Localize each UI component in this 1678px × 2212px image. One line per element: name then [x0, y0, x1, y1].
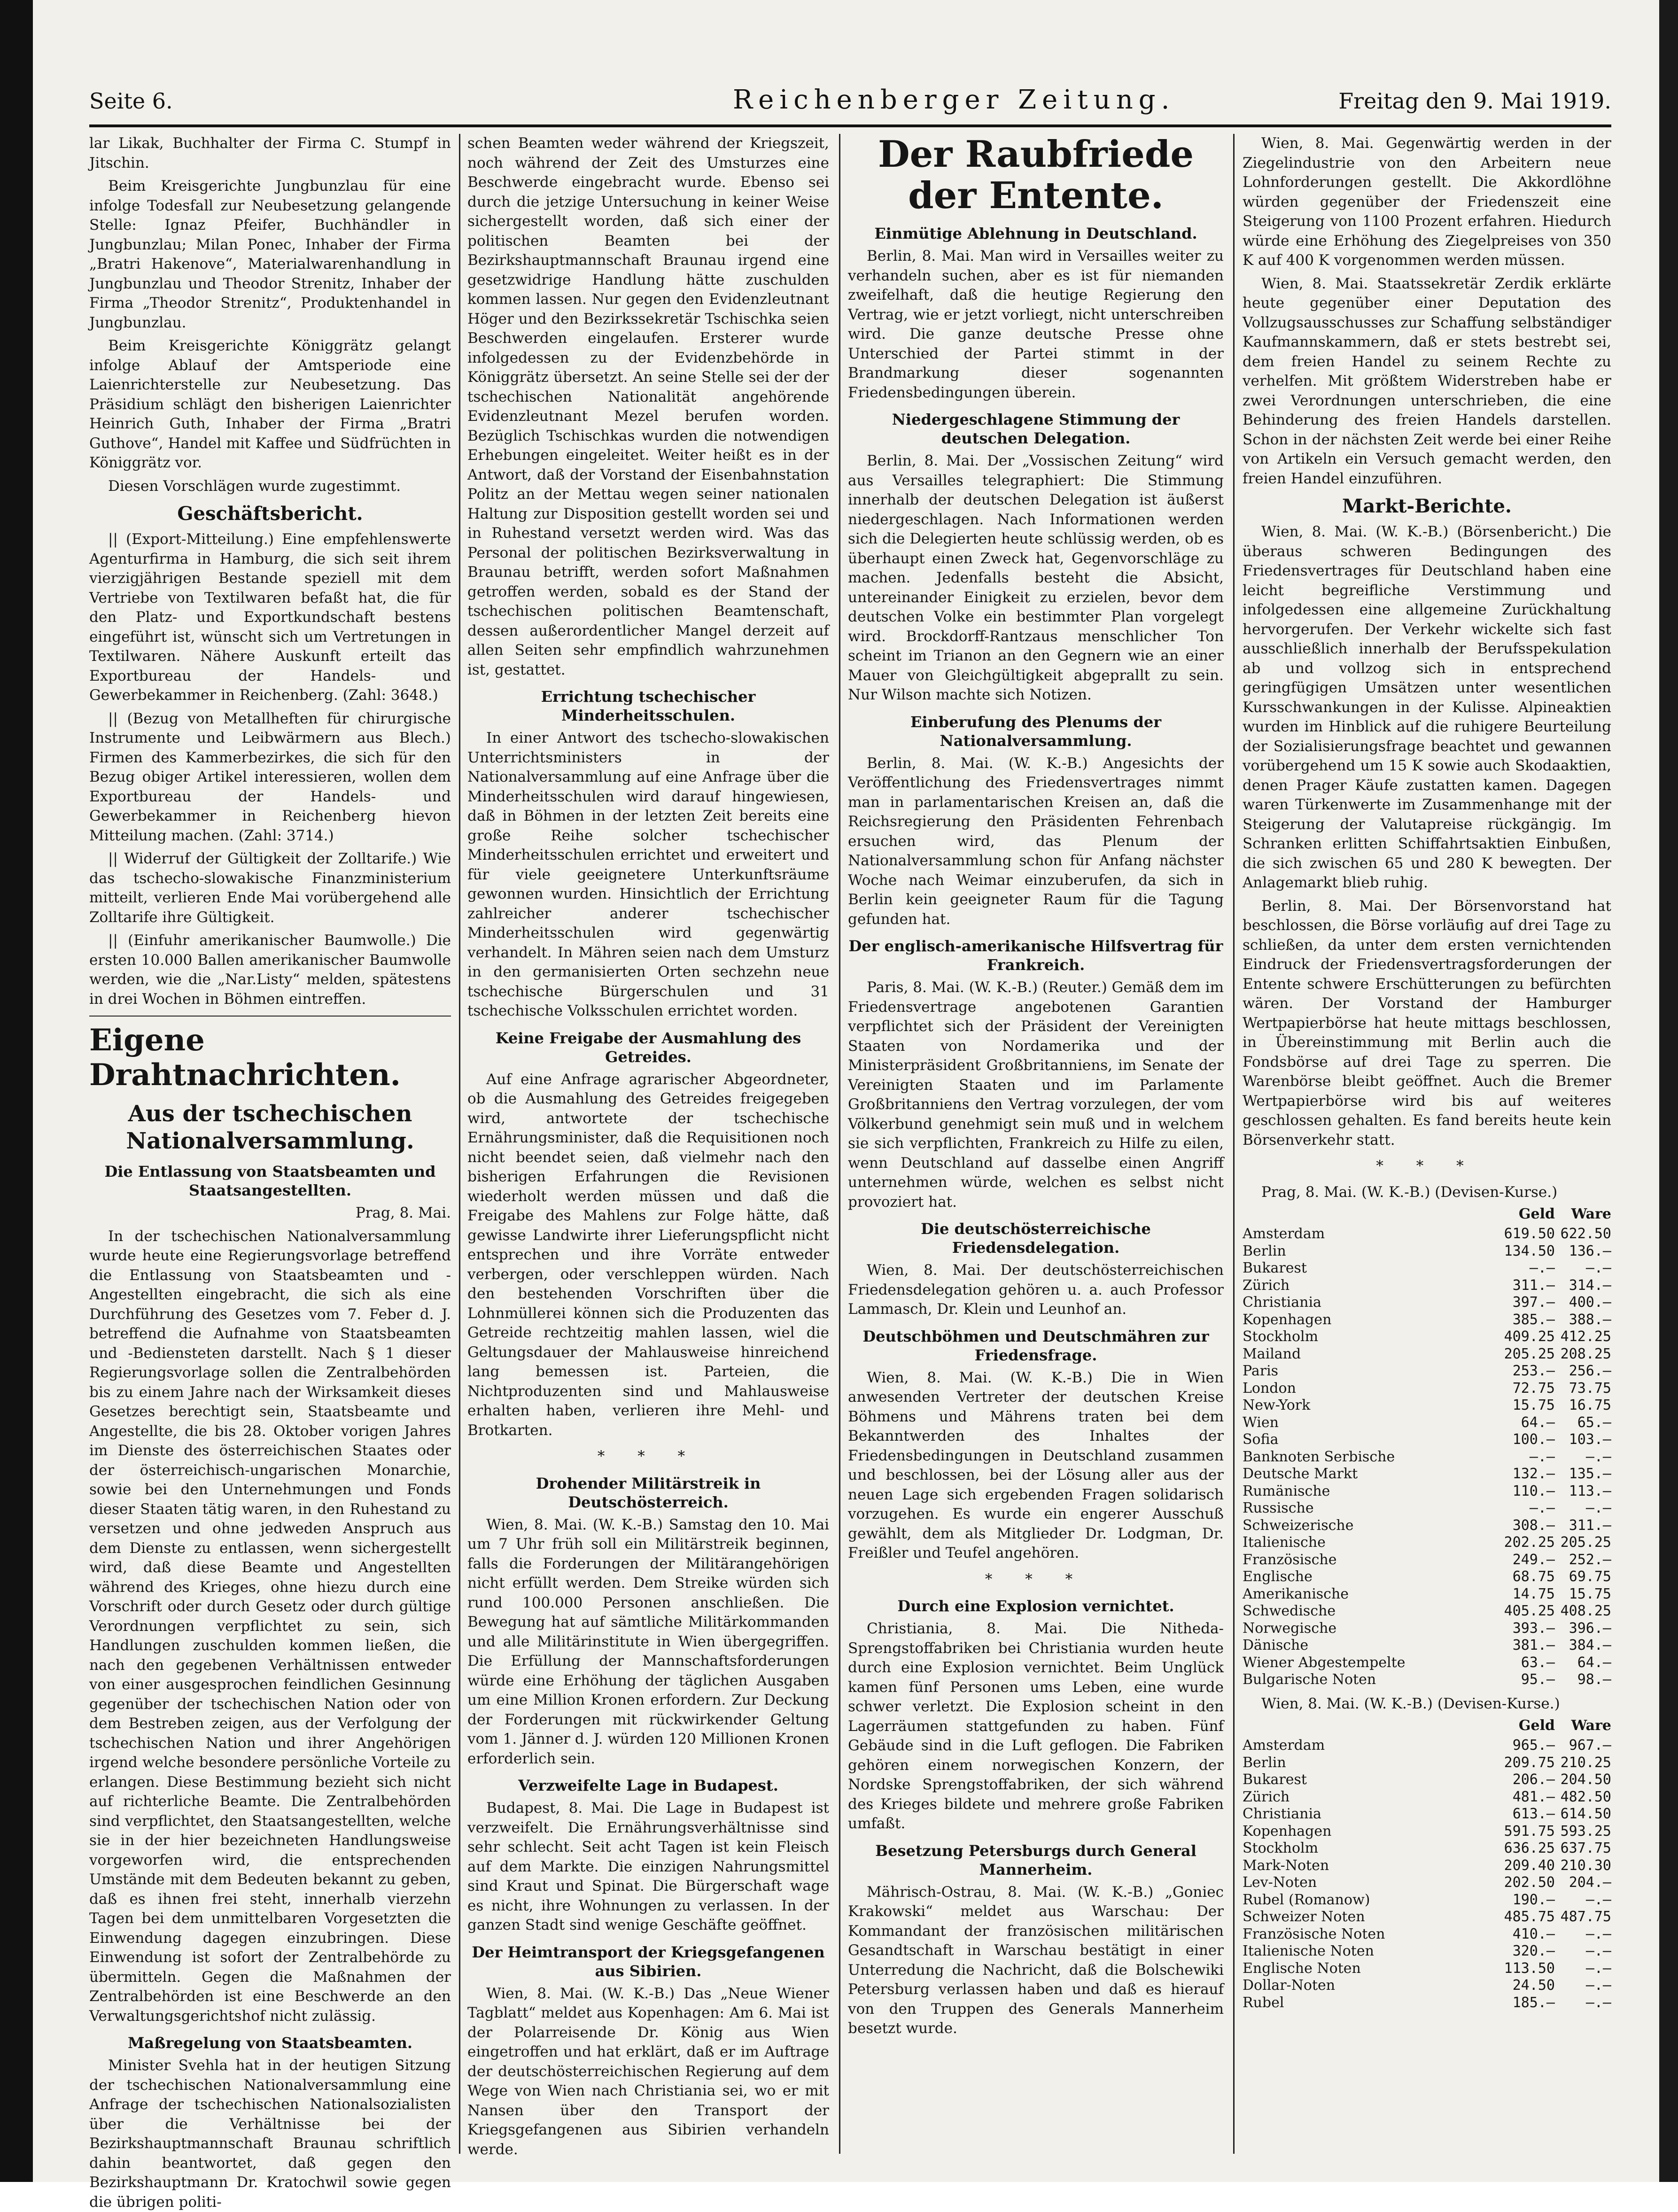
rates-column-headers [1243, 1717, 1611, 1734]
geld-value: 320.— [1512, 1943, 1555, 1959]
column-rule [459, 134, 460, 2154]
rates-heading: Wien, 8. Mai. (W. K.-B.) (Devisen-Kurse.) [1261, 1695, 1560, 1712]
geld-value: 64.— [1521, 1414, 1555, 1431]
currency-name: Kopenhagen [1243, 1311, 1332, 1328]
rate-row [1243, 1637, 1611, 1654]
geld-value: 965.— [1512, 1737, 1555, 1754]
article-heading: Errichtung tschechischer Minderheitsschulen. [541, 688, 756, 724]
rate-row [1243, 1671, 1611, 1689]
geld-value: —.— [1529, 1500, 1555, 1516]
paragraph: Berlin, 8. Mai. (W. K.-B.) Angesichts der Veröffentlichung des Friedensvertrages nimmt man in parlamentarischen Kreisen an, daß die Reichsregierung den Präsidenten Fehrenbach ersuchen wird, das Plenum der Nationalversammlung schon für Anfang nächster Woche nach Weimar einzuberufen, da sich in Berlin kein geeigneter Raum für die Tagung gefunden hat. [848, 754, 1224, 928]
ware-value: 208.25 [1560, 1345, 1611, 1362]
paragraph: Wien, 8. Mai. (W. K.-B.) Das „Neue Wiener Tagblatt“ meldet aus Kopenhagen: Am 6. Mai ist der Polarreisende Dr. König aus Wien eingetroffen und hat erklärt, daß er im Auftrage der deutschösterreichischen Regierung auf dem Wege von Wien nach Christiania sei, wo er mit Nansen über den Transport der Kriegsgefangenen aus Sibirien verhandeln werde. [467, 1985, 829, 2158]
currency-name: Zürich [1243, 1277, 1290, 1294]
ware-value: 210.25 [1560, 1754, 1611, 1771]
paragraph: In der tschechischen Nationalversammlung wurde heute eine Regierungsvorlage betreffend die Entlassung von Staatsbeamten und -Angestellten eingebracht, die sich als eine Durchführung des Gesetzes vom 7. Feber d. J. betreffend die Aufnahme von Staatsbeamten und -Bediensteten darstellt. Nach § 1 dieser Regierungsvorlage sollen die Zentralbehörden bis zu einem Jahre nach der Wirksamkeit dieses Gesetzes berechtigt sein, Staatsbeamte und Angestellte, die bis 28. Oktober vorigen Jahres im Dienste des österreichischen Staates oder der österreichisch-ungarischen Monarchie, sowie bei den Unternehmungen und Fonds dieser Staaten tätig waren, in den Ruhestand zu versetzen und ohne jedweden Anspruch aus dem Dienste zu entlassen, wenn sichergestellt wird, daß diese Beamte und Angestellten während des Krieges, ohne hiezu durch eine Vorschrift oder durch Gesetz oder durch gültige Verordnungen verpflichtet zu sein, sich Handlungen zuschulden kommen ließen, die nach den gegebenen Verhältnissen entweder von einer ausgesprochen feindlichen Gesinnung gegenüber der tschechischen Nation oder von dem Bestreben zeigen, aus der Verfolgung der tschechischen Nation und ihrer Angehörigen irgend welche besondere persönliche Vorteile zu erlangen. Diese Bestimmung bezieht sich nicht auf richterliche Beamte. Die Zentralbehörden sind verpflichtet, den Staatsangestellten, welche sie in der hier bezeichneten Handlungsweise vorgeworfen wird, die entsprechenden Umstände mit dem Bedeuten bekannt zu geben, daß es ihnen frei steht, innerhalb vierzehn Tagen bei dem unmittelbaren Vorgesetzten die Einwendung dagegen einzubringen. Diese Einwendung ist sofort der Zentralbehörde zu übermitteln. Gegen die Maßnahmen der Zentralbehörden ist eine Beschwerde an den Verwaltungsgerichtshof nicht zulässig. [89, 1227, 451, 2025]
ware-value: 135.— [1569, 1466, 1611, 1482]
ware-value: 16.75 [1569, 1397, 1611, 1413]
rate-row [1243, 1943, 1611, 1960]
ware-value: —.— [1585, 1960, 1611, 1977]
rate-row [1243, 1466, 1611, 1483]
currency-name: Englische Noten [1243, 1960, 1361, 1977]
geld-value: 485.75 [1504, 1909, 1555, 1925]
currency-name: Kopenhagen [1243, 1823, 1332, 1839]
paragraph: || (Export-Mitteilung.) Eine empfehlenswerte Agenturfirma in Hamburg, die sich seit ihrem vierzigjährigen Bestande speziell mit dem Vertriebe von Textilwaren befaßt hat, die für den Platz- und Exportkundschaft bestens eingeführt ist, wünscht sich um Vertretungen in Textilwaren. Nähere Auskunft erteilt das Exportbureau der Handels- und Gewerbekammer in Reichenberg. (Zahl: 3648.) [89, 531, 451, 704]
geld-value: 202.25 [1504, 1534, 1555, 1551]
paragraph: Wien, 8. Mai. Der deutschösterreichischen Friedensdelegation gehören u. a. auch Professor Lammasch, Dr. Klein und Leunhof an. [848, 1262, 1224, 1318]
rate-row [1243, 1500, 1611, 1517]
article-heading: Niedergeschlagene Stimmung der deutschen Delegation. [892, 411, 1180, 447]
ware-value: 622.50 [1560, 1226, 1611, 1242]
geld-header: Geld [1518, 1717, 1555, 1734]
ware-value: —.— [1585, 1925, 1611, 1942]
paragraph: Diesen Vorschlägen wurde zugestimmt. [108, 477, 401, 495]
geld-value: 410.— [1512, 1925, 1555, 1942]
rate-row [1243, 1568, 1611, 1586]
article-heading: Deutschböhmen und Deutschmähren zur Friedensfrage. [862, 1327, 1209, 1364]
geld-value: 24.50 [1512, 1977, 1555, 1994]
rate-row [1243, 1603, 1611, 1620]
prague-rates-table [1243, 1226, 1611, 1689]
rate-row [1243, 1328, 1611, 1346]
geld-value: 393.— [1512, 1620, 1555, 1637]
geld-value: 132.— [1512, 1466, 1555, 1482]
article-heading: Maßregelung von Staatsbeamten. [128, 2034, 412, 2052]
rate-row [1243, 1995, 1611, 2012]
ware-value: 487.75 [1560, 1909, 1611, 1925]
paragraph: lar Likak, Buchhalter der Firma C. Stumpf in Jitschin. [89, 135, 451, 171]
ware-value: 311.— [1569, 1517, 1611, 1534]
currency-name: Paris [1243, 1363, 1279, 1379]
paragraph: || (Einfuhr amerikanischer Baumwolle.) Die ersten 10.000 Ballen amerikanischer Baumwolle werden, wie die „Nar.Listy“ melden, spätestens in drei Wochen in Böhmen eintreffen. [89, 932, 451, 1008]
section-heading: Markt-Berichte. [1342, 495, 1512, 517]
rate-row [1243, 1534, 1611, 1552]
geld-value: 409.25 [1504, 1328, 1555, 1345]
ware-value: 210.30 [1560, 1857, 1611, 1874]
rate-row [1243, 1823, 1611, 1840]
geld-value: 63.— [1521, 1654, 1555, 1671]
paragraph: Beim Kreisgerichte Jungbunzlau für eine infolge Todesfall zur Neubesetzung gelangende Stelle: Ignaz Pfeifer, Buchhändler in Jungbunzlau; Milan Ponec, Inhaber der Firma „Bratri Hakenove“, Materialwarenhandlung in Jungbunzlau und Theodor Strenitz, Inhaber der Firma „Theodor Strenitz“, Produktenhandel in Jungbunzlau. [89, 178, 451, 331]
ware-value: 396.— [1569, 1620, 1611, 1637]
geld-value: —.— [1529, 1260, 1555, 1276]
geld-value: 619.50 [1504, 1226, 1555, 1242]
article-heading: Der Heimtransport der Kriegsgefangenen aus Sibirien. [472, 1943, 825, 1980]
ware-value: 113.— [1569, 1482, 1611, 1499]
article-heading: Einberufung des Plenums der Nationalversammlung. [910, 713, 1162, 750]
paragraph: Budapest, 8. Mai. Die Lage in Budapest ist verzweifelt. Die Ernährungsverhältnisse sind sehr schlecht. Seit acht Tagen ist kein Fleisch auf dem Markte. Die einzigen Nahrungsmittel sind Kraut und Spinat. Die Bürgerschaft wage es nicht, ihre Wohnungen zu verlassen. In der ganzen Stadt sind wenige Geschäfte geöffnet. [467, 1800, 829, 1933]
paragraph: Paris, 8. Mai. (W. K.-B.) (Reuter.) Gemäß dem im Friedensvertrage angebotenen Garantien verpflichtet sich der Präsident der Vereinigten Staaten von Nordamerika und der Ministerpräsident Großbritanniens, im Senate der Vereinigten Staaten und im Parlamente Großbritanniens den Vertrag vorzulegen, der vom Völkerbund genehmigt sein muß und in welchem sie sich verpflichten, Frankreich zu Hilfe zu eilen, wenn Deutschland auf dasselbe einen Angriff unternehmen würde, welchen es selbst nicht provoziert hat. [848, 979, 1224, 1211]
currency-name: Französische [1243, 1551, 1337, 1568]
paragraph: Wien, 8. Mai. (W. K.-B.) Samstag den 10. Mai um 7 Uhr früh soll ein Militärstreik beginnen, falls die Forderungen der Militärangehörigen nicht erfüllt werden. Dem Streike würden sich rund 100.000 Personen anschließen. Die Bewegung hat auf sämtliche Militärkommanden und alle Militärinstitute in Wien übergegriffen. Die Erfüllung der Mannschaftsforderungen würde eine Erhöhung der täglichen Ausgaben um eine Million Kronen erfordern. Zur Deckung der Forderungen mit rückwirkender Geltung vom 1. Jänner d. J. würden 120 Millionen Kronen erforderlich sein. [467, 1516, 829, 1767]
currency-name: Amsterdam [1243, 1226, 1325, 1242]
currency-name: Deutsche Markt [1243, 1466, 1358, 1482]
rate-row [1243, 1960, 1611, 1978]
ware-value: 65.— [1577, 1414, 1611, 1431]
ware-value: —.— [1585, 1500, 1611, 1516]
paragraph: Berlin, 8. Mai. Man wird in Versailles weiter zu verhandeln suchen, aber es ist für niemanden zweifelhaft, daß die heutige Regierung den Vertrag, wie er jetzt vorliegt, nicht unterschreiben wird. Die ganze deutsche Presse ohne Unterschied der Partei stimmt in der Brandmarkung dieser sogenannten Friedensbedingungen überein. [848, 248, 1224, 401]
rate-row [1243, 1294, 1611, 1312]
ware-value: 69.75 [1569, 1568, 1611, 1585]
geld-value: 253.— [1512, 1363, 1555, 1379]
currency-name: Christiania [1243, 1294, 1321, 1311]
ware-value: 314.— [1569, 1277, 1611, 1294]
separator-stars: * * * [1376, 1157, 1478, 1174]
article-heading: Einmütige Ablehnung in Deutschland. [874, 225, 1197, 242]
ware-header: Ware [1571, 1206, 1611, 1222]
ware-value: 482.50 [1560, 1788, 1611, 1805]
paragraph: Berlin, 8. Mai. Der Börsenvorstand hat beschlossen, die Börse vorläufig auf drei Tage zu schließen, da unter dem ersten vernichtenden Eindruck der Friedensvertragsforderungen der Entente schwere Erschütterungen zu befürchten wären. Der Vorstand der Hamburger Wertpapierbörse hat heute mittags beschlossen, in Übereinstimmung mit Berlin auch die Fondsbörse auf drei Tage zu sperren. Die Warenbörse bleibt geöffnet. Auch die Bremer Wertpapierbörse wird bis auf weiteres geschlossen gehalten. Es fand bereits heute kein Börsenverkehr statt. [1243, 897, 1611, 1149]
currency-name: Norwegische [1243, 1620, 1337, 1637]
geld-value: 113.50 [1504, 1960, 1555, 1977]
column-rule [839, 134, 840, 2154]
currency-name: Schweizer Noten [1243, 1909, 1365, 1925]
rate-row [1243, 1260, 1611, 1277]
rate-row [1243, 1449, 1611, 1466]
ware-value: 205.25 [1560, 1534, 1611, 1551]
geld-value: 209.75 [1504, 1754, 1555, 1771]
columns [89, 133, 1611, 2211]
geld-value: 14.75 [1512, 1585, 1555, 1602]
ware-value: 136.— [1569, 1242, 1611, 1259]
currency-name: Berlin [1243, 1242, 1286, 1259]
rate-row [1243, 1892, 1611, 1909]
currency-name: Italienische [1243, 1534, 1326, 1551]
ware-value: 388.— [1569, 1311, 1611, 1328]
currency-name: Bukarest [1243, 1260, 1307, 1276]
divider [89, 1016, 451, 1017]
rate-row [1243, 1552, 1611, 1569]
currency-name: Rubel (Romanow) [1243, 1891, 1370, 1908]
currency-name: New-York [1243, 1397, 1311, 1413]
currency-name: Lev-Noten [1243, 1874, 1317, 1891]
rate-row [1243, 1380, 1611, 1397]
currency-name: Englische [1243, 1568, 1313, 1585]
paragraph: Wien, 8. Mai. Staatssekretär Zerdik erklärte heute gegenüber einer Deputation des Vollzugsausschusses zur Schaffung selbständiger Kaufmannskammern, daß er stets bestrebt sei, dem freien Handel zu seinem Rechte zu verhelfen. Mit größtem Widerstreben habe er zwei Verordnungen unterschrieben, die eine Behinderung des freien Handels darstellen. Schon in der nächsten Zeit werde bei einer Reihe von Artikeln ein Versuch gemacht werden, den freien Handel einzuführen. [1243, 275, 1611, 487]
header-rule [89, 124, 1611, 127]
paragraph: Mährisch-Ostrau, 8. Mai. (W. K.-B.) „Goniec Krakowski“ meldet aus Warschau: Der Kommandant der französischen militärischen Gesandtschaft in Warschau bestätigt in einer Unterredung die Nachricht, daß die Bolschewiki Petersburg verlassen haben und daß es hierauf von den Truppen des Generals Mannerheim besetzt wurde. [848, 1883, 1224, 2037]
currency-name: Mark-Noten [1243, 1857, 1329, 1874]
geld-value: 209.40 [1504, 1857, 1555, 1874]
geld-value: 636.25 [1504, 1840, 1555, 1856]
ware-value: 98.— [1577, 1671, 1611, 1688]
newspaper-title: Reichenberger Zeitung. [733, 85, 1175, 115]
ware-value: 593.25 [1560, 1823, 1611, 1839]
rate-row [1243, 1977, 1611, 1995]
rate-row [1243, 1517, 1611, 1535]
rate-row [1243, 1431, 1611, 1449]
currency-name: Schweizerische [1243, 1517, 1354, 1534]
currency-name: Sofia [1243, 1431, 1279, 1448]
article-heading: Besetzung Petersburgs durch General Mannerheim. [875, 1841, 1196, 1878]
currency-name: Bulgarische Noten [1243, 1671, 1376, 1688]
geld-value: 591.75 [1504, 1823, 1555, 1839]
ware-value: —.— [1585, 1260, 1611, 1276]
vienna-rates-table [1243, 1737, 1611, 2011]
geld-value: 134.50 [1504, 1242, 1555, 1259]
article-heading: Die Entlassung von Staatsbeamten und Staatsangestellten. [104, 1163, 436, 1199]
currency-name: Zürich [1243, 1788, 1290, 1805]
geld-value: 205.25 [1504, 1345, 1555, 1362]
issue-date: Freitag den 9. Mai 1919. [1338, 88, 1611, 114]
ware-value: 256.— [1569, 1363, 1611, 1379]
ware-value: 408.25 [1560, 1603, 1611, 1619]
currency-name: Wien [1243, 1414, 1279, 1431]
geld-value: 100.— [1512, 1431, 1555, 1448]
geld-header: Geld [1518, 1206, 1555, 1222]
currency-name: Berlin [1243, 1754, 1286, 1771]
geld-value: 385.— [1512, 1311, 1555, 1328]
article-heading: Keine Freigabe der Ausmahlung des Getreides. [495, 1029, 801, 1066]
dateline: Prag, 8. Mai. [355, 1204, 451, 1221]
currency-name: Schwedische [1243, 1603, 1336, 1619]
currency-name: Dänische [1243, 1637, 1309, 1653]
paragraph: Beim Kreisgerichte Königgrätz gelangt infolge Ablauf der Amtsperiode eine Laienrichterstelle zur Neubesetzung. Das Präsidium schlägt den bisherigen Laienrichter Heinrich Guth, Inhaber der Firma „Bratri Guthove“, Handel mit Kaffee und Südfrüchten in Königgrätz vor. [89, 337, 451, 471]
paragraph: Berlin, 8. Mai. Der „Vossischen Zeitung“ wird aus Versailles telegraphiert: Die Stimmung innerhalb der deutschen Delegation ist äußerst niedergeschlagen. Nach Informationen werden sich die Delegierten heute schlüssig werden, ob es überhaupt einen Zweck hat, Gegenvorschläge zu machen. Jedenfalls besteht die Absicht, untereinander Einigkeit zu erzielen, bevor dem deutschen Volke ein bestimmter Plan vorgelegt wird. Brockdorff-Rantzaus menschlicher Ton scheint im Trianon an den Gegnern wie an einer Mauer von Gleichgültigkeit abgeprallt zu sein. Nur Wilson machte sich Notizen. [848, 452, 1224, 703]
rate-row [1243, 1857, 1611, 1875]
paragraph: || (Bezug von Metallheften für chirurgische Instrumente und Leibwärmern aus Blech.) Firmen des Kammerbezirkes, die sich für den Bezug obiger Artikel interessieren, wollen dem Exportbureau der Handels- und Gewerbekammer in Reichenberg hievon Mitteilung machen. (Zahl: 3714.) [89, 710, 451, 844]
rate-row [1243, 1620, 1611, 1638]
ware-value: 967.— [1569, 1737, 1611, 1754]
rate-row [1243, 1363, 1611, 1380]
rate-row [1243, 1414, 1611, 1432]
ware-value: —.— [1585, 1943, 1611, 1959]
rate-row [1243, 1926, 1611, 1943]
rate-row [1243, 1840, 1611, 1857]
ware-value: 15.75 [1569, 1585, 1611, 1602]
ware-value: —.— [1585, 1977, 1611, 1994]
currency-name: Italienische Noten [1243, 1943, 1374, 1959]
rate-row [1243, 1874, 1611, 1892]
currency-name: Mailand [1243, 1345, 1301, 1362]
currency-name: Banknoten Serbische [1243, 1448, 1395, 1465]
ware-value: 204.50 [1560, 1771, 1611, 1788]
rate-row [1243, 1226, 1611, 1243]
column-rule [1233, 134, 1235, 2154]
paragraph: Christiania, 8. Mai. Die Nitheda-Sprengstoffabriken bei Christiania wurden heute durch eine Explosion vernichtet. Beim Unglück kamen fünf Personen ums Leben, eine wurde schwer verletzt. Die Explosion scheint in den Lagerräumen stattgefunden zu haben. Fünf Gebäude sind in die Luft geflogen. Die Fabriken gehören einem norwegischen Konzern, der Nordske Sprengstoffabriken, der sich während des Krieges bildete und mehrere große Fabriken umfaßt. [848, 1620, 1224, 1832]
ware-header: Ware [1571, 1717, 1611, 1734]
currency-name: Rumänische [1243, 1482, 1330, 1499]
geld-value: 405.25 [1504, 1603, 1555, 1619]
ware-value: 637.75 [1560, 1840, 1611, 1856]
paragraph: || Widerruf der Gültigkeit der Zolltarife.) Wie das tschecho-slowakische Finanzministerium mitteilt, verlieren Ende Mai vorübergehend alle Zolltarife ihre Gültigkeit. [89, 850, 451, 926]
paragraph: schen Beamten weder während der Kriegszeit, noch während der Zeit des Umsturzes eine Beschwerde eingebracht wurde. Ebenso sei durch die jetzige Untersuchung in keiner Weise sichergestellt worden, daß sich einer der politischen Beamten bei der Bezirkshauptmannschaft Braunau irgend eine gesetzwidrige Handlung hätte zuschulden kommen lassen. Nur gegen den Evidenzleutnant Höger und den Bezirkssekretär Tschischka seien Beschwerden eingelaufen. Ersterer wurde infolgedessen zu der Evidenzbehörde in Königgrätz übersetzt. An seine Stelle sei der der tschechischen Nationalität angehörende Evidenzleutnant Mezel berufen worden. Bezüglich Tschischkas wurden die notwendigen Erhebungen eingeleitet. Weiter heißt es in der Antwort, daß der Vorstand der Eisenbahnstation Politz an der Mettau wegen seiner nationalen Haltung zur Disposition gestellt worden sei und in Ruhestand versetzt werden wird. Was das Personal der politischen Bezirksverwaltung in Braunau betrifft, werden sofort Maßnahmen getroffen werden, sobald es der Stand der tschechischen politischen Beamtenschaft, dessen außerordentlicher Mangel derzeit auf allen Seiten sehr empfindlich wahrzunehmen ist, gestattet. [467, 135, 829, 678]
paragraph: Minister Svehla hat in der heutigen Sitzung der tschechischen Nationalversammlung eine Anfrage der tschechischen Nationalsozialisten über die Verhältnisse bei der Bezirkshauptmannschaft Braunau schriftlich dahin beantwortet, daß gegen den Bezirkshauptmann Dr. Kratochwil sowie gegen die übrigen politi- [89, 2057, 451, 2211]
geld-value: 206.— [1512, 1771, 1555, 1788]
paragraph: Wien, 8. Mai. Gegenwärtig werden in der Ziegelindustrie von den Arbeitern neue Lohnforderungen gestellt. Die Akkordlöhne würden gegenüber der Friedenszeit eine Steigerung von 1100 Prozent erfahren. Hiedurch würde eine Erhöhung des Ziegelpreises von 350 K auf 400 K vorgenommen werden müssen. [1243, 135, 1611, 269]
currency-name: Stockholm [1243, 1840, 1319, 1856]
ware-value: 412.25 [1560, 1328, 1611, 1345]
column-4 [1243, 134, 1611, 2154]
rate-row [1243, 1754, 1611, 1772]
article-heading: Drohender Militärstreik in Deutschösterreich. [536, 1474, 761, 1511]
ware-value: —.— [1585, 1448, 1611, 1465]
rate-row [1243, 1586, 1611, 1603]
geld-value: 481.— [1512, 1788, 1555, 1805]
geld-value: —.— [1529, 1448, 1555, 1465]
section-heading: Geschäftsbericht. [177, 503, 363, 525]
currency-name: London [1243, 1380, 1296, 1397]
currency-name: Stockholm [1243, 1328, 1319, 1345]
geld-value: 202.50 [1504, 1874, 1555, 1891]
geld-value: 95.— [1521, 1671, 1555, 1688]
paragraph: Wien, 8. Mai. (W. K.-B.) (Börsenbericht.) Die überaus schweren Bedingungen des Friedensvertrages für Deutschland haben eine leicht begreifliche Verstimmung und infolgedessen eine allgemeine Zurückhaltung hervorgerufen. Der Verkehr wickelte sich fast ausschließlich innerhalb der Berufsspekulation ab und vollzog sich in entsprechend geringfügigen Umsätzen unter wesentlichen Kursschwankungen in der Kulisse. Alpineaktien wurden im Hinblick auf die ruhigere Beurteilung der Sozialisierungsfrage beachtet und gewannen vorübergehend um 15 K sowie auch Skodaaktien, denen Prager Käufe zustatten kamen. Dagegen waren Türkenwerte im Zusammenhange mit der Steigerung der Valutapreise rückgängig. Im Schranken erlitten Schiffahrtsaktien Einbußen, die sich zwischen 65 und 280 K bewegten. Der Anlagemarkt blieb ruhig. [1243, 523, 1611, 891]
geld-value: 249.— [1512, 1551, 1555, 1568]
ware-value: 73.75 [1569, 1380, 1611, 1397]
geld-value: 397.— [1512, 1294, 1555, 1311]
currency-name: Russische [1243, 1500, 1314, 1516]
rate-row [1243, 1806, 1611, 1823]
rate-row [1243, 1243, 1611, 1260]
currency-name: Dollar-Noten [1243, 1977, 1336, 1994]
rate-row [1243, 1277, 1611, 1295]
rate-row [1243, 1346, 1611, 1363]
geld-value: 381.— [1512, 1637, 1555, 1653]
paragraph: Wien, 8. Mai. (W. K.-B.) Die in Wien anwesenden Vertreter der deutschen Kreise Böhmens und Mährens traten bei dem Bekanntwerden des Inhaltes der Friedensbedingungen in Deutschland zusammen und beschlossen, bei der Lösung aller aus der neuen Lage sich ergebenden Fragen solidarisch vorzugehen. Es wurde ein engerer Ausschuß gewählt, dem als Mitglieder Dr. Lodgman, Dr. Freißler und Teufel angehören. [848, 1369, 1224, 1561]
rate-row [1243, 1737, 1611, 1754]
ware-value: 614.50 [1560, 1806, 1611, 1822]
geld-value: 110.— [1512, 1482, 1555, 1499]
page-header [89, 85, 1611, 122]
rates-column-headers [1243, 1206, 1611, 1223]
ware-value: 64.— [1577, 1654, 1611, 1671]
geld-value: 68.75 [1512, 1568, 1555, 1585]
geld-value: 311.— [1512, 1277, 1555, 1294]
rate-row [1243, 1789, 1611, 1806]
lead-headline: Der Raubfriede der Entente. [878, 133, 1194, 217]
geld-value: 190.— [1512, 1891, 1555, 1908]
separator-stars: * * * [597, 1448, 699, 1465]
geld-value: 72.75 [1512, 1380, 1555, 1397]
currency-name: Amsterdam [1243, 1737, 1325, 1754]
ware-value: —.— [1585, 1891, 1611, 1908]
rate-row [1243, 1312, 1611, 1329]
article-heading: Verzweifelte Lage in Budapest. [518, 1777, 778, 1794]
rate-row [1243, 1397, 1611, 1414]
ware-value: —.— [1585, 1994, 1611, 2011]
ware-value: 384.— [1569, 1637, 1611, 1653]
currency-name: Wiener Abgestempelte [1243, 1654, 1406, 1671]
currency-name: Französische Noten [1243, 1925, 1385, 1942]
column-3 [848, 134, 1224, 2154]
currency-name: Christiania [1243, 1806, 1321, 1822]
separator-stars: * * * [985, 1570, 1087, 1588]
rate-row [1243, 1771, 1611, 1789]
article-heading: Der englisch-amerikanische Hilfsvertrag für Frankreich. [848, 937, 1223, 974]
ware-value: 103.— [1569, 1431, 1611, 1448]
article-heading: Durch eine Explosion vernichtet. [897, 1597, 1174, 1615]
article-heading: Die deutschösterreichische Friedensdelegation. [921, 1220, 1151, 1257]
geld-value: 613.— [1512, 1806, 1555, 1822]
currency-name: Bukarest [1243, 1771, 1307, 1788]
column-2 [467, 134, 829, 2158]
geld-value: 185.— [1512, 1994, 1555, 2011]
rate-row [1243, 1483, 1611, 1500]
currency-name: Amerikanische [1243, 1585, 1349, 1602]
rate-row [1243, 1654, 1611, 1672]
ware-value: 204.— [1569, 1874, 1611, 1891]
currency-name: Rubel [1243, 1994, 1284, 2011]
paragraph: Auf eine Anfrage agrarischer Abgeordneter, ob die Ausmahlung des Getreides freigegeben wird, antwortete der tschechische Ernährungsminister, daß die Requisitionen noch nicht beendet seien, daß vielmehr nach den bisherigen Erfahrungen die Revisionen wiederholt werden müssen und daß die Freigabe des Mahlens zur Folge hätte, daß gewisse Landwirte ihrer Lieferungspflicht nicht entsprechen und ihre Vorräte entweder verbergen, oder verschleppen würden. Nach den bestehenden Vorschriften über die Lohnmüllerei können sich die Produzenten das Getreide rechtzeitig mahlen lassen, wiel die Geltungsdauer der Mahlausweise hinreichend lang bemessen ist. Parteien, die Nichtproduzenten sind und Mahlausweise erhalten haben, verlieren ihre Mehl- und Brotkarten. [467, 1071, 829, 1439]
rates-heading: Prag, 8. Mai. (W. K.-B.) (Devisen-Kurse.) [1261, 1183, 1558, 1201]
article-heading: Aus der tschechischen Nationalversammlung. [126, 1101, 414, 1154]
paragraph: In einer Antwort des tschecho-slowakischen Unterrichtsministers in der Nationalversammlung auf eine Anfrage über die Minderheitsschulen wird darauf hingewiesen, daß in Böhmen in der letzten Zeit bereits eine große Reihe solcher tschechischer Minderheitsschulen errichtet und erweitert und für viele geeignetere Unterkunftsräume gewonnen wurden. Hinsichtlich der Errichtung zahlreicher anderer tschechischer Minderheitsschulen wird gegenwärtig verhandelt. In Mähren seien nach dem Umsturz in den germanisierten Orten sechzehn neue tschechische Bürgerschulen und 31 tschechische Volksschulen errichtet worden. [467, 730, 829, 1019]
page-number: Seite 6. [89, 88, 173, 114]
geld-value: 308.— [1512, 1517, 1555, 1534]
rate-row [1243, 1909, 1611, 1926]
ware-value: 252.— [1569, 1551, 1611, 1568]
column-1 [89, 134, 451, 2211]
section-heading: Eigene Drahtnachrichten. [89, 1023, 401, 1093]
geld-value: 15.75 [1512, 1397, 1555, 1413]
ware-value: 400.— [1569, 1294, 1611, 1311]
